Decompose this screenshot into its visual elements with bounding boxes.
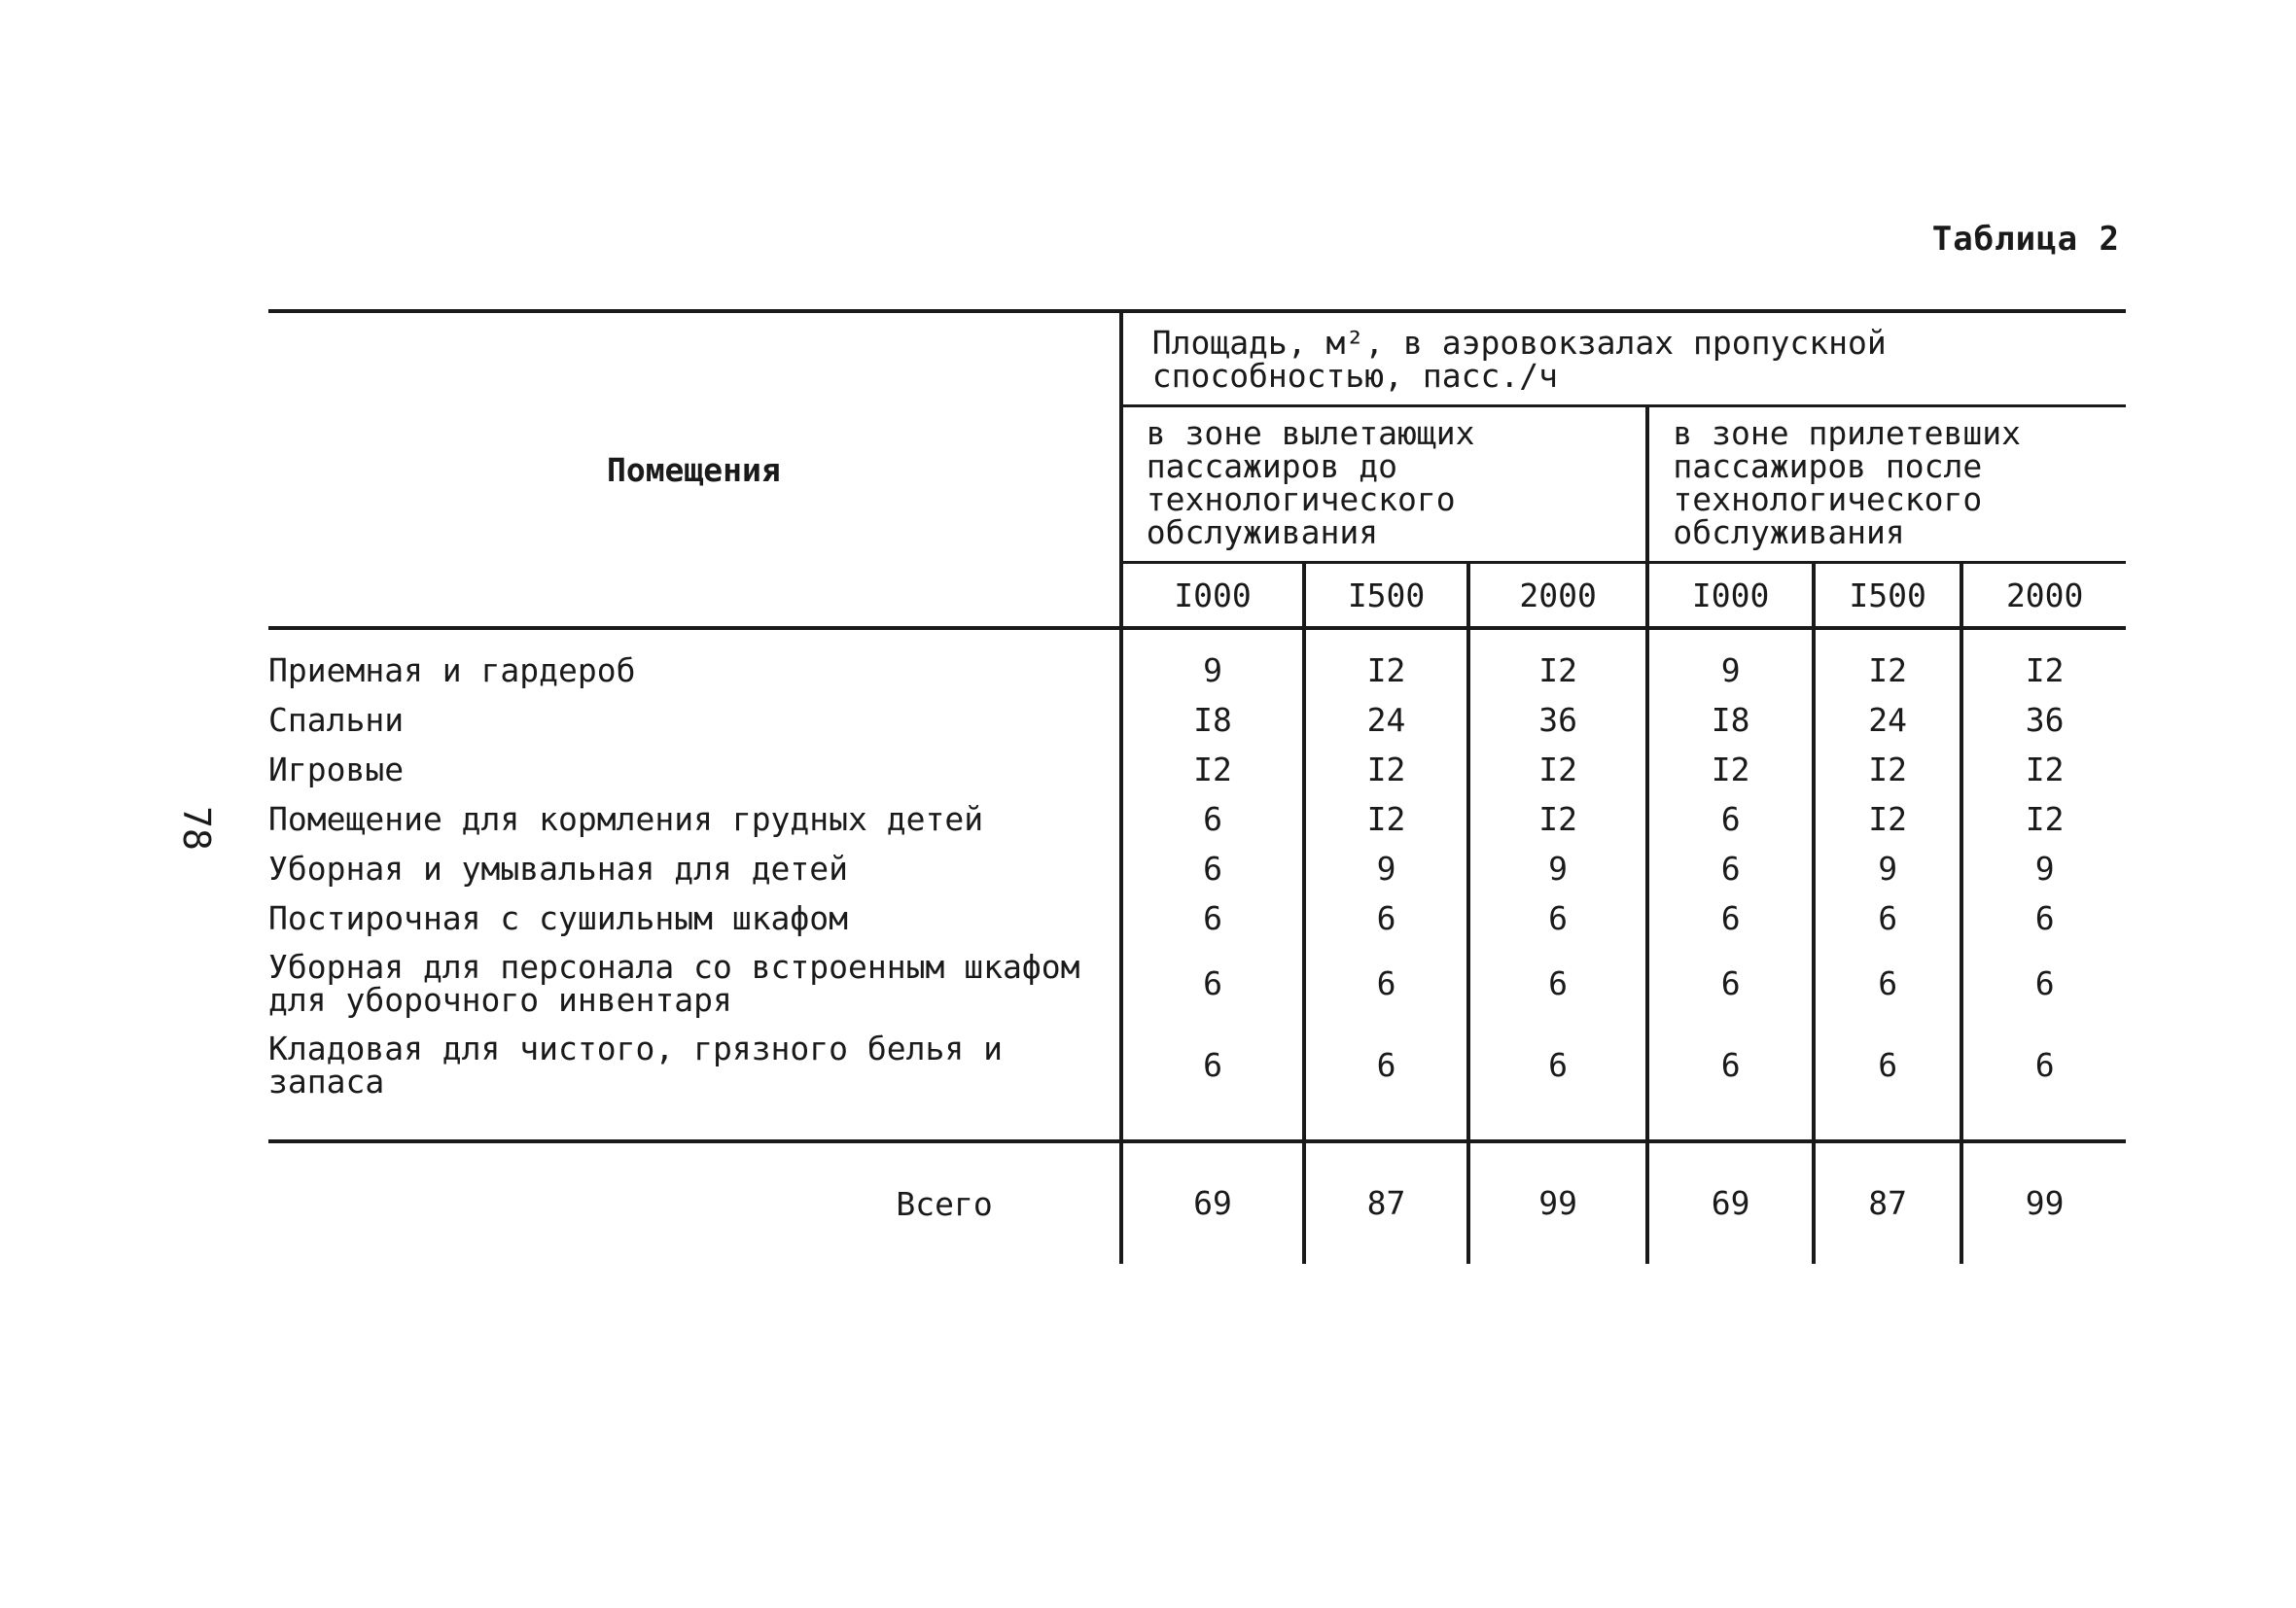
room-name: Уборная и умывальная для детей xyxy=(268,844,1121,893)
capacity-header: I500 xyxy=(1304,563,1468,629)
table-row xyxy=(268,794,2126,844)
area-value: 6 xyxy=(1121,844,1305,893)
room-name: Помещение для кормления грудных детей xyxy=(268,794,1121,844)
area-value: 6 xyxy=(2034,1046,2055,1084)
area-value: 36 xyxy=(1468,695,1648,745)
area-value: 9 xyxy=(1647,628,1814,695)
area-value: I2 xyxy=(1304,794,1468,844)
rooms-area-table xyxy=(268,309,2126,1264)
area-column-header: Площадь, м², в аэровокзалах пропускной способностью, пасс./ч xyxy=(1121,311,2126,406)
area-value: 6 xyxy=(1121,1025,1305,1141)
total-value: 87 xyxy=(1304,1141,1468,1264)
area-value: 6 xyxy=(1121,794,1305,844)
header-row-1 xyxy=(268,311,2126,406)
area-value: 6 xyxy=(1121,943,1305,1025)
area-value: 6 xyxy=(1468,1025,1648,1141)
rooms-column-header: Помещения xyxy=(268,311,1121,628)
table-row xyxy=(268,628,2126,695)
area-value: 6 xyxy=(1304,943,1468,1025)
capacity-header: 2000 xyxy=(1468,563,1648,629)
area-value: 6 xyxy=(2034,898,2055,937)
page-number: 78 xyxy=(175,806,218,851)
room-name: Игровые xyxy=(268,745,1121,794)
area-value: I2 xyxy=(1304,628,1468,695)
area-value: I2 xyxy=(1647,745,1814,794)
area-value: I8 xyxy=(1121,695,1305,745)
table-row xyxy=(268,943,2126,1025)
table-caption: Таблица 2 xyxy=(1931,220,2120,259)
area-value: 6 xyxy=(1647,794,1814,844)
total-row xyxy=(268,1141,2126,1264)
arriving-zone-header: в зоне прилетевших пассажиров после технологического обслуживания xyxy=(1647,406,2126,563)
room-name: Уборная для персонала со встроенным шкафом для уборочного инвентаря xyxy=(268,943,1121,1025)
area-value: I2 xyxy=(1468,628,1648,695)
total-value: 87 xyxy=(1814,1141,1961,1264)
area-value: 6 xyxy=(1647,943,1814,1025)
table-row xyxy=(268,1025,2126,1141)
area-value: 24 xyxy=(1814,695,1961,745)
total-value: 99 xyxy=(1468,1141,1648,1264)
table-row xyxy=(268,695,2126,745)
area-value: I2 xyxy=(1468,745,1648,794)
area-value: 9 xyxy=(2034,849,2055,888)
area-value: 6 xyxy=(1121,893,1305,943)
room-name: Приемная и гардероб xyxy=(268,628,1121,695)
area-value: I8 xyxy=(1647,695,1814,745)
area-value: I2 xyxy=(2025,750,2065,788)
area-value: I2 xyxy=(1814,794,1961,844)
area-value: 6 xyxy=(1814,893,1961,943)
room-name: Спальни xyxy=(268,695,1121,745)
total-label: Всего xyxy=(268,1141,1121,1264)
area-value: 9 xyxy=(1468,844,1648,893)
table-row xyxy=(268,893,2126,943)
total-value: 69 xyxy=(1121,1141,1305,1264)
area-value: 6 xyxy=(1814,943,1961,1025)
area-value: 6 xyxy=(1647,893,1814,943)
area-value: I2 xyxy=(1121,745,1305,794)
departing-zone-header: в зоне вылетающих пассажиров до технологического обслуживания xyxy=(1121,406,1648,563)
area-value: 36 xyxy=(2025,700,2065,739)
area-value: I2 xyxy=(2025,799,2065,838)
area-value: 6 xyxy=(1647,1025,1814,1141)
room-name: Постирочная с сушильным шкафом xyxy=(268,893,1121,943)
area-value: 24 xyxy=(1304,695,1468,745)
area-value: I2 xyxy=(1468,794,1648,844)
total-value: 99 xyxy=(1961,1141,2126,1264)
area-value: 6 xyxy=(1647,844,1814,893)
area-value: 6 xyxy=(1304,893,1468,943)
area-value: I2 xyxy=(2025,650,2065,689)
area-value: 9 xyxy=(1121,628,1305,695)
area-value: 9 xyxy=(1304,844,1468,893)
area-value: 6 xyxy=(1304,1025,1468,1141)
capacity-header: 2000 xyxy=(1961,563,2126,629)
area-value: 6 xyxy=(2034,964,2055,1002)
total-value: 69 xyxy=(1647,1141,1814,1264)
capacity-header: I000 xyxy=(1647,563,1814,629)
area-value: 6 xyxy=(1468,943,1648,1025)
area-value: 9 xyxy=(1814,844,1961,893)
room-name: Кладовая для чистого, грязного белья и запаса xyxy=(268,1025,1121,1141)
area-value: I2 xyxy=(1304,745,1468,794)
table-row xyxy=(268,844,2126,893)
area-value: 6 xyxy=(1814,1025,1961,1141)
area-value: I2 xyxy=(1814,745,1961,794)
table-row xyxy=(268,745,2126,794)
capacity-header: I000 xyxy=(1121,563,1305,629)
area-value: 6 xyxy=(1468,893,1648,943)
area-value: I2 xyxy=(1814,628,1961,695)
capacity-header: I500 xyxy=(1814,563,1961,629)
